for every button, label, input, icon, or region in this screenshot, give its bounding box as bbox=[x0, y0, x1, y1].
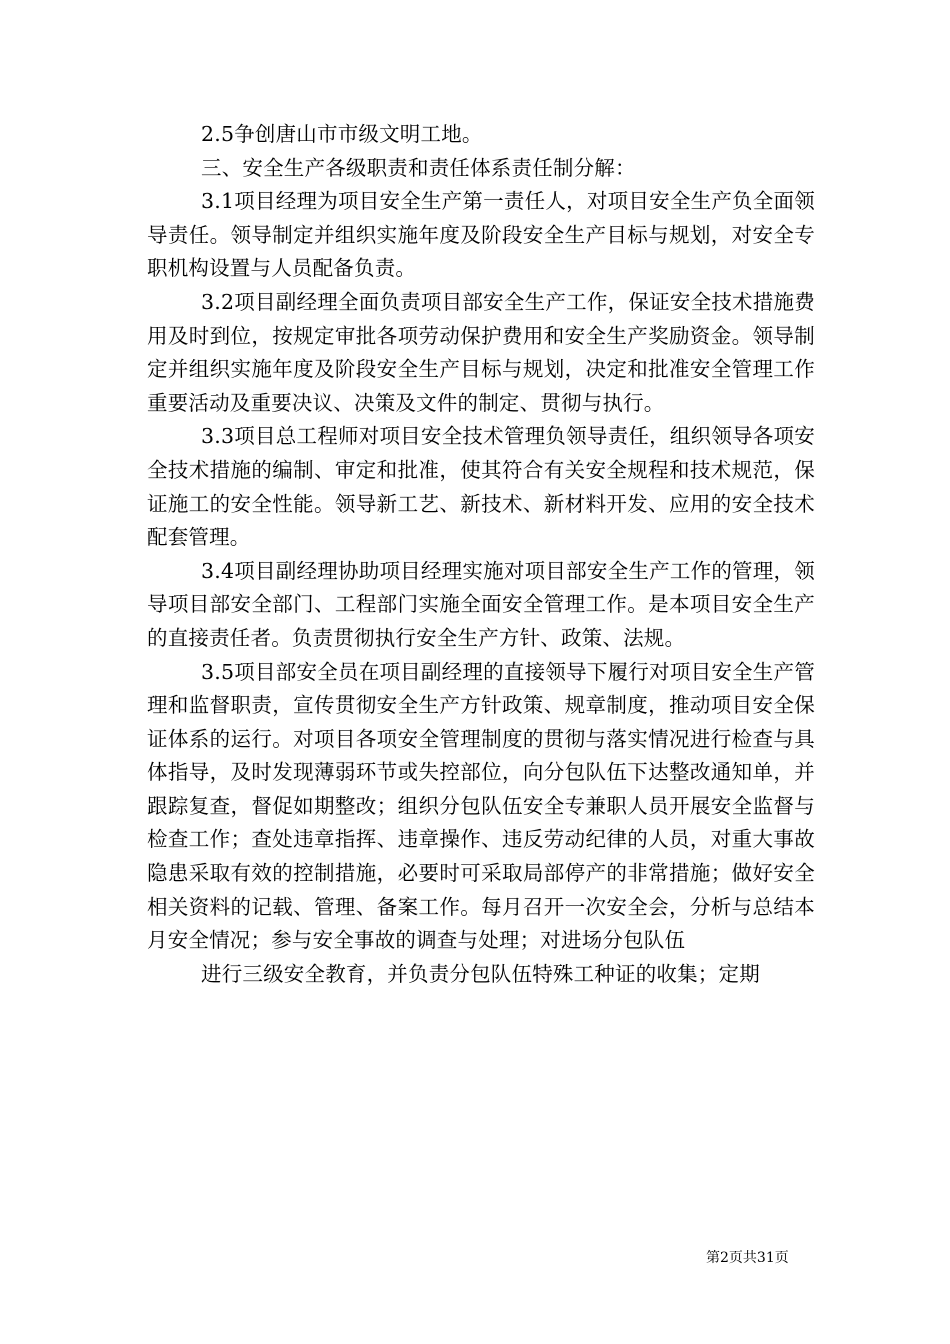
paragraph-continuation: 进行三级安全教育，并负责分包队伍特殊工种证的收集；定期 bbox=[201, 961, 760, 986]
paragraph-3-1: 3.1项目经理为项目安全生产第一责任人，对项目安全生产负全面领导责任。领导制定并组织实施年度及阶段安全生产目标与规划，对安全专职机构设置与人员配备负责。 bbox=[147, 189, 815, 281]
paragraph-3-4: 3.4项目副经理协助项目经理实施对项目部安全生产工作的管理，领导项目部安全部门、工程部门实施全面安全管理工作。是本项目安全生产的直接责任者。负责贯彻执行安全生产方针、政策、法规。 bbox=[147, 558, 815, 650]
paragraph-3-5: 3.5项目部安全员在项目副经理的直接领导下履行对项目安全生产管理和监督职责，宣传贯彻安全生产方针政策、规章制度，推动项目安全保证体系的运行。对项目各项安全管理制度的贯彻与落实情况进行检查与具体指导，及时发现薄弱环节或失控部位，向分包队伍下达整改通知单，并跟踪复查，督促如期整改；组织分包队伍安全专兼职人员开展安全监督与检查工作；查处违章指挥、违章操作、违反劳动纪律的人员，对重大事故隐患采取有效的控制措施，必要时可采取局部停产的非常措施；做好安全相关资料的记载、管理、备案工作。每月召开一次安全会，分析与总结本月安全情况；参与安全事故的调查与处理；对进场分包队伍 bbox=[147, 659, 815, 953]
paragraph-3-3: 3.3项目总工程师对项目安全技术管理负领导责任，组织领导各项安全技术措施的编制、审定和批准，使其符合有关安全规程和技术规范，保证施工的安全性能。领导新工艺、新技术、新材料开发、应用的安全技术配套管理。 bbox=[147, 424, 815, 550]
page-number: 第2页共31页 bbox=[706, 1250, 789, 1266]
paragraph-3-2: 3.2项目副经理全面负责项目部安全生产工作，保证安全技术措施费用及时到位，按规定审批各项劳动保护费用和安全生产奖励资金。领导制定并组织实施年度及阶段安全生产目标与规划，决定和批准安全管理工作重要活动及重要决议、决策及文件的制定、贯彻与执行。 bbox=[147, 289, 815, 415]
paragraph-2-5: 2.5争创唐山市市级文明工地。 bbox=[201, 122, 483, 146]
section-heading-3: 三、安全生产各级职责和责任体系责任制分解： bbox=[201, 155, 636, 180]
document-body bbox=[147, 118, 815, 991]
